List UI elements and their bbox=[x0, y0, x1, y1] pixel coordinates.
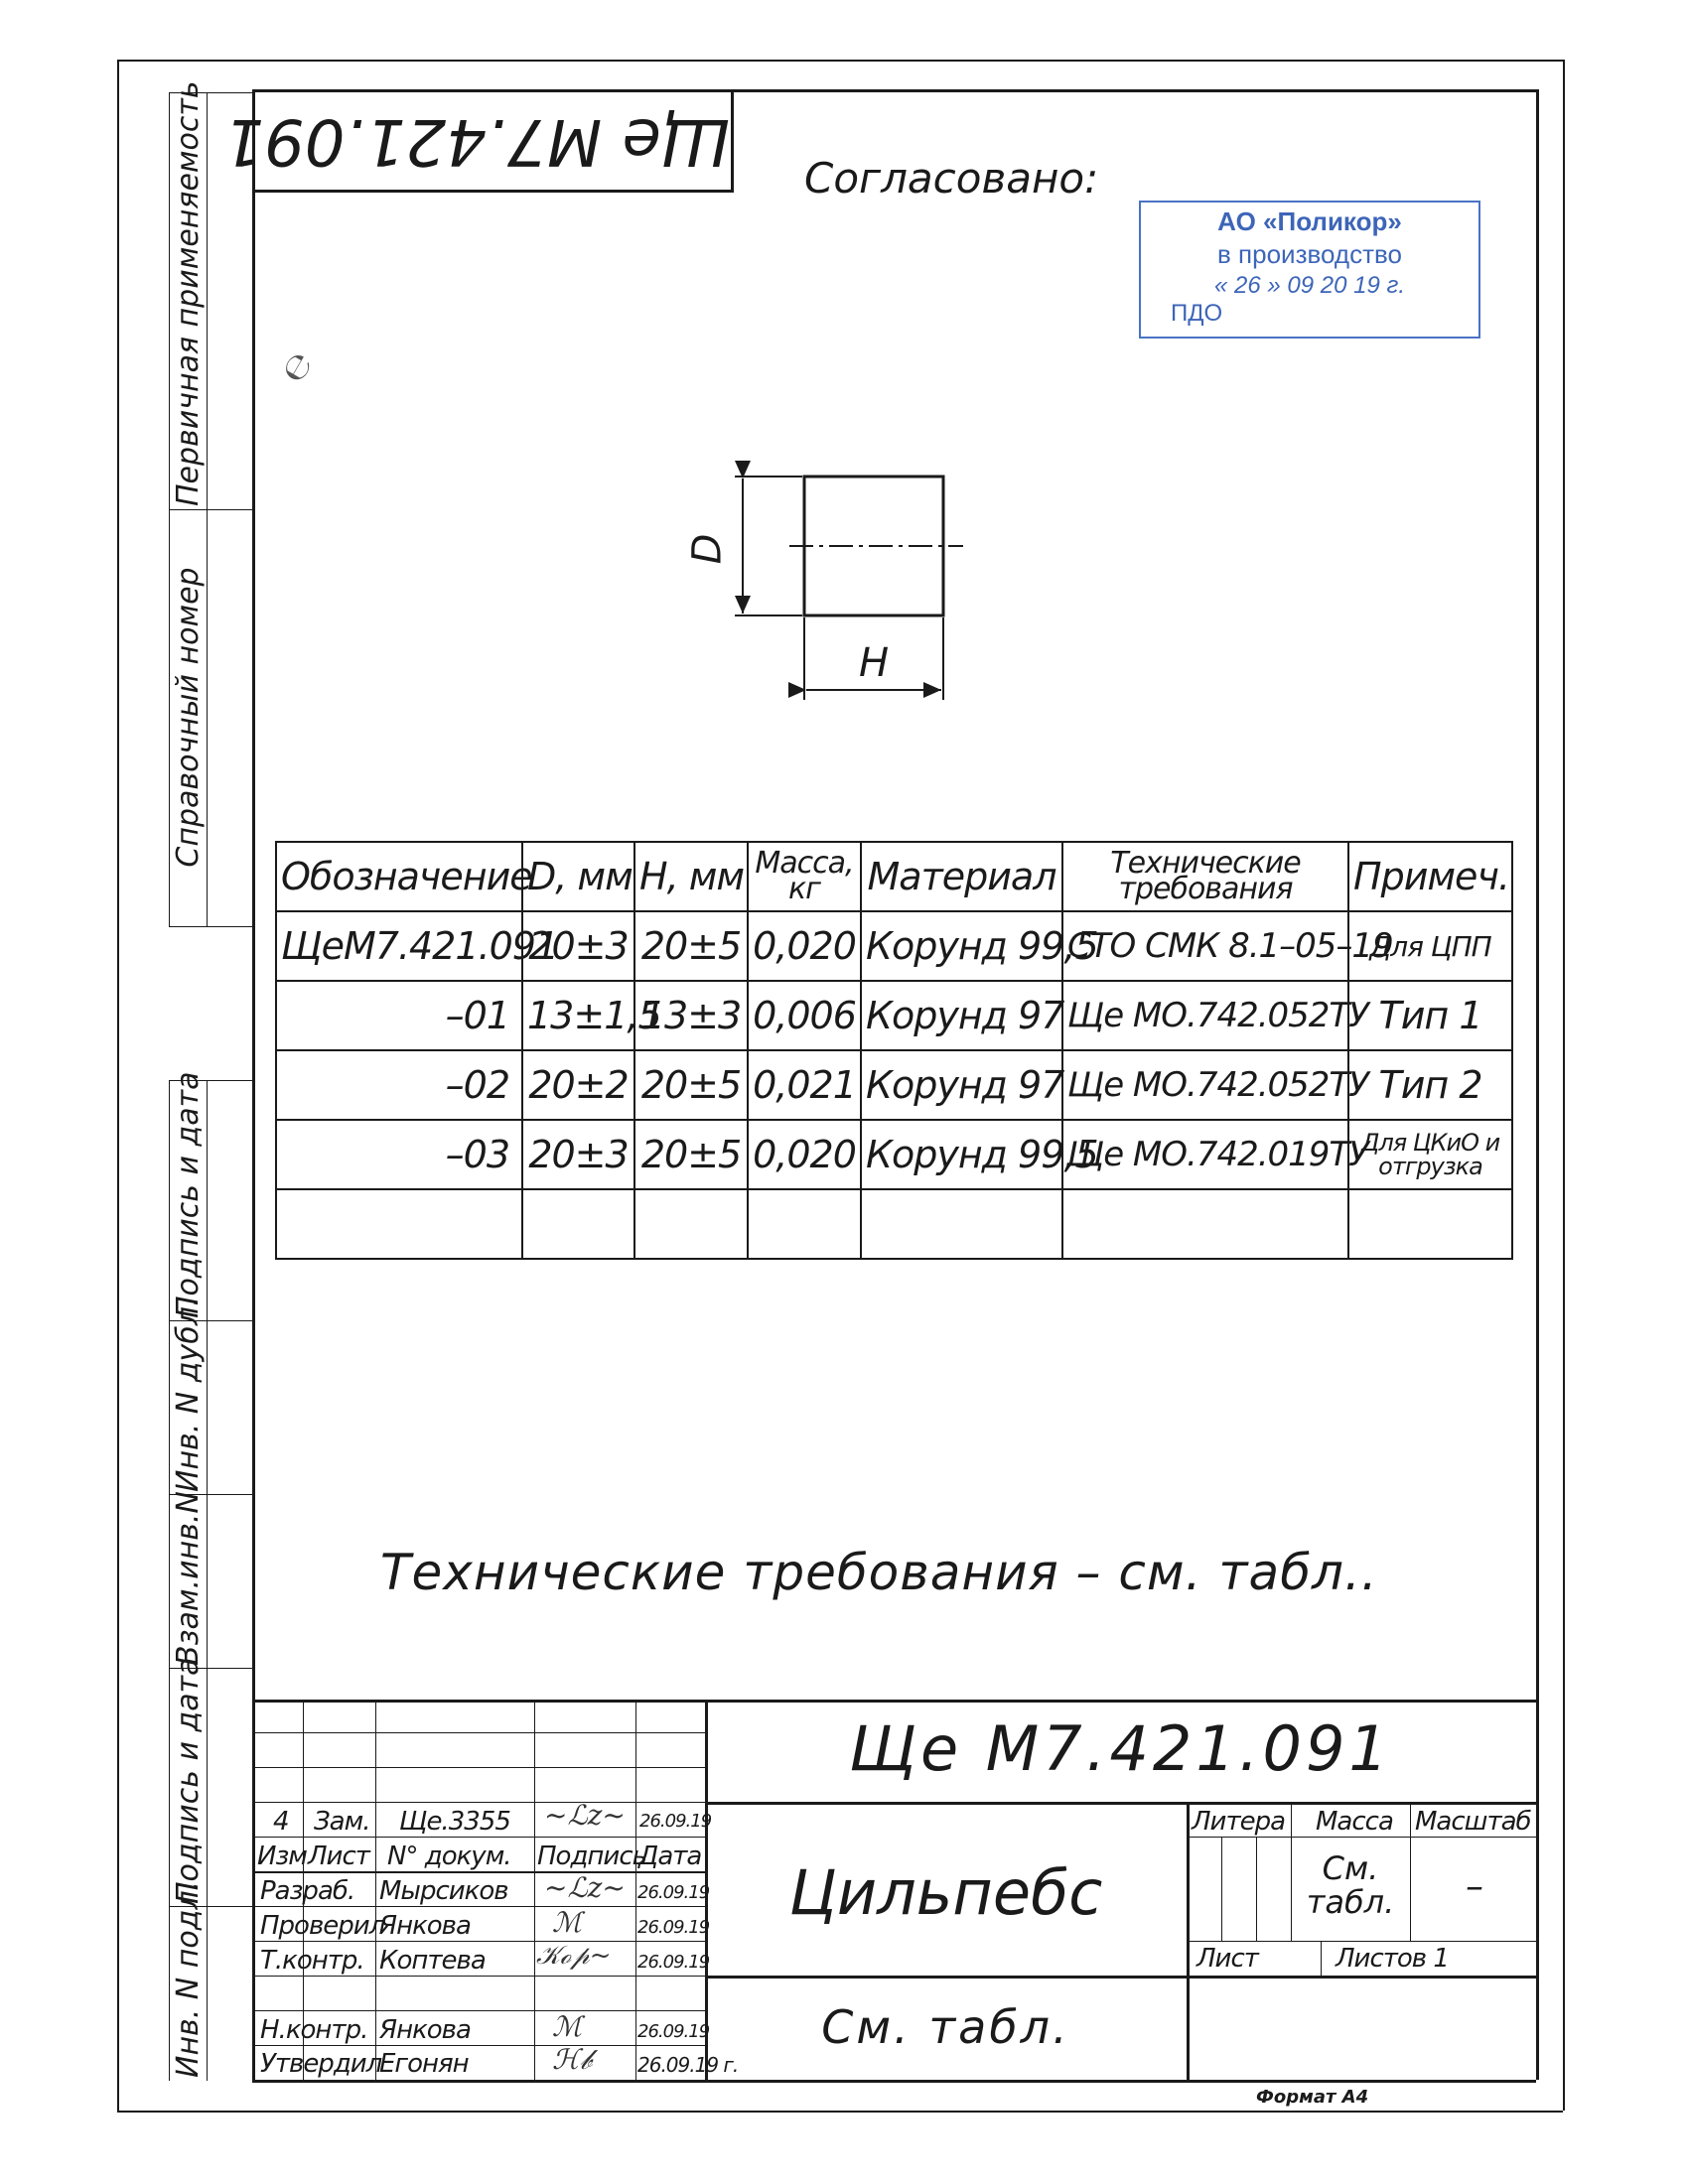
role-signature: ℳ bbox=[552, 1906, 582, 1939]
cell-note: Для ЦПП bbox=[1348, 911, 1512, 981]
tb-sheet-top bbox=[1187, 1941, 1536, 1942]
header-mass: Масса, кг bbox=[748, 842, 861, 911]
sheet-label: Лист bbox=[1196, 1944, 1258, 1974]
cell-material: Корунд 97 bbox=[861, 1050, 1062, 1120]
role-date: 26.09.19 bbox=[637, 1917, 710, 1938]
cell-mass: 0,020 bbox=[748, 1120, 861, 1189]
role-label: Проверил bbox=[260, 1911, 385, 1941]
cell-empty bbox=[1348, 1189, 1512, 1259]
cell-h: 20±5 bbox=[634, 1050, 748, 1120]
header-h: H, мм bbox=[634, 842, 748, 911]
inner-border-right bbox=[1536, 89, 1539, 2080]
table-row bbox=[276, 1189, 1512, 1259]
pencil-mark-icon: ℮ bbox=[272, 344, 323, 390]
header-tech-req: Технические требования bbox=[1062, 842, 1348, 911]
cell-designation: ЩеМ7.421.091 bbox=[276, 911, 522, 981]
outer-border-left bbox=[117, 60, 119, 2111]
approved-label: Согласовано: bbox=[804, 154, 1099, 203]
scale-value: – bbox=[1466, 1866, 1483, 1907]
cell-tech-req: Ще МО.742.019ТУ bbox=[1062, 1120, 1348, 1189]
tb-top-border bbox=[254, 1700, 1536, 1703]
role-date: 26.09.19 bbox=[637, 1952, 710, 1973]
role-label: Н.контр. bbox=[260, 2015, 368, 2045]
role-name: Коптева bbox=[379, 1946, 486, 1976]
table-row bbox=[276, 1050, 1512, 1120]
spec-header-row bbox=[276, 842, 1512, 911]
cell-tech-req: СТО СМК 8.1–05–19 bbox=[1062, 911, 1348, 981]
cell-h: 20±5 bbox=[634, 1120, 748, 1189]
cell-mass: 0,021 bbox=[748, 1050, 861, 1120]
cell-material: Корунд 99,5 bbox=[861, 1120, 1062, 1189]
cell-tech-req: Ще МО.742.052ТУ bbox=[1062, 1050, 1348, 1120]
col-list: Лист bbox=[308, 1842, 369, 1871]
tb-h4 bbox=[254, 1871, 705, 1873]
cell-d: 20±3 bbox=[522, 911, 634, 981]
tb-h8 bbox=[254, 2010, 705, 2011]
tb-v4 bbox=[635, 1700, 636, 2080]
col-izm: Изм bbox=[257, 1842, 307, 1871]
outer-border-top bbox=[117, 60, 1563, 62]
tb-h5 bbox=[254, 1906, 705, 1907]
part-drawing bbox=[675, 457, 973, 725]
tb-h3 bbox=[254, 1837, 705, 1838]
tb-h9 bbox=[254, 2045, 705, 2046]
cell-d: 13±1,5 bbox=[522, 981, 634, 1050]
tb-litera-header-bottom bbox=[1187, 1837, 1536, 1838]
side-label-sign-date-2: Подпись и дата bbox=[171, 1657, 206, 1904]
cell-tech-req: Ще МО.742.052ТУ bbox=[1062, 981, 1348, 1050]
tb-material: См. табл. bbox=[821, 2000, 1070, 2054]
table-row bbox=[276, 1120, 1512, 1189]
role-name: Мырсиков bbox=[379, 1876, 508, 1906]
tech-note: Технические требования – см. табл.. bbox=[380, 1544, 1378, 1601]
header-material: Материал bbox=[861, 842, 1062, 911]
cell-designation: –01 bbox=[276, 981, 522, 1050]
cell-d: 20±3 bbox=[522, 1120, 634, 1189]
cell-mass: 0,006 bbox=[748, 981, 861, 1050]
side-label-repl-inv: Взам.инв.N bbox=[171, 1491, 206, 1666]
spec-table bbox=[275, 841, 1513, 1260]
role-date: 26.09.19 г. bbox=[637, 2053, 739, 2077]
tb-designation: Ще М7.421.091 bbox=[849, 1712, 1392, 1785]
role-signature: ℳ bbox=[552, 2010, 582, 2043]
outer-border-bottom bbox=[117, 2111, 1563, 2113]
header-note: Примеч. bbox=[1348, 842, 1512, 911]
tb-sheet-divider bbox=[1321, 1941, 1322, 1976]
tb-litera-right bbox=[1291, 1802, 1292, 1941]
side-label-inv-dup: Инв. N дубл. bbox=[171, 1297, 206, 1492]
cell-empty bbox=[748, 1189, 861, 1259]
litera-label: Литера bbox=[1192, 1807, 1286, 1837]
tb-h7 bbox=[254, 1976, 705, 1977]
tb-litera-sub2 bbox=[1256, 1837, 1257, 1941]
side-top-bottom bbox=[169, 926, 252, 927]
tb-designation-bottom bbox=[705, 1802, 1536, 1805]
cell-mass: 0,020 bbox=[748, 911, 861, 981]
cell-empty bbox=[634, 1189, 748, 1259]
change-num: 4 bbox=[273, 1807, 289, 1837]
role-label: Утвердил bbox=[260, 2049, 382, 2079]
cell-material: Корунд 97 bbox=[861, 981, 1062, 1050]
inner-border-left bbox=[252, 89, 255, 2080]
cell-material: Корунд 99,5 bbox=[861, 911, 1062, 981]
tb-h1 bbox=[254, 1767, 705, 1768]
header-d: D, мм bbox=[522, 842, 634, 911]
col-sign: Подпись bbox=[537, 1842, 646, 1871]
tb-h6 bbox=[254, 1941, 705, 1942]
side-label-ref-number: Справочный номер bbox=[171, 567, 206, 868]
tb-v3 bbox=[534, 1700, 535, 2080]
role-date: 26.09.19 bbox=[637, 1882, 710, 1903]
tb-h0 bbox=[254, 1732, 705, 1733]
cell-designation: –02 bbox=[276, 1050, 522, 1120]
mirrored-designation: Ще М7.421.091 bbox=[223, 104, 731, 178]
dim-h-label: H bbox=[859, 640, 890, 686]
side-col-bot-left bbox=[169, 1080, 170, 2081]
tb-part-name: Цильпебс bbox=[788, 1856, 1103, 1929]
production-stamp bbox=[1139, 201, 1480, 339]
change-type: Зам. bbox=[314, 1807, 370, 1837]
change-doc: Ще.3355 bbox=[399, 1807, 510, 1837]
cell-empty bbox=[276, 1189, 522, 1259]
col-doc: N° докум. bbox=[387, 1842, 511, 1871]
cell-note: Для ЦКиО и отгрузка bbox=[1348, 1120, 1512, 1189]
outer-border-right bbox=[1563, 60, 1565, 2111]
stamp-org: АО «Поликор» bbox=[1217, 206, 1402, 236]
table-row bbox=[276, 981, 1512, 1050]
inner-border-bottom bbox=[252, 2080, 1536, 2083]
role-label: Разраб. bbox=[260, 1876, 355, 1906]
role-signature: 𝒦ℴ𝓅~ bbox=[536, 1941, 612, 1971]
cell-empty bbox=[861, 1189, 1062, 1259]
scale-label: Масштаб bbox=[1415, 1807, 1531, 1837]
cell-note: Тип 1 bbox=[1348, 981, 1512, 1050]
cell-h: 20±5 bbox=[634, 911, 748, 981]
cell-designation: –03 bbox=[276, 1120, 522, 1189]
side-label-sign-date-1: Подпись и дата bbox=[171, 1071, 206, 1318]
tb-name-bottom bbox=[705, 1976, 1536, 1979]
side-label-primary-use: Первичная применяемость bbox=[171, 80, 206, 506]
sheets-label: Листов 1 bbox=[1336, 1944, 1449, 1974]
cell-empty bbox=[1062, 1189, 1348, 1259]
role-name: Янкова bbox=[379, 2015, 471, 2045]
format-label: Формат А4 bbox=[1256, 2087, 1369, 2108]
cell-empty bbox=[522, 1189, 634, 1259]
role-signature: ~ℒz~ bbox=[544, 1871, 626, 1904]
tb-v2 bbox=[375, 1700, 376, 2080]
change-signature: ~ℒz~ bbox=[544, 1799, 626, 1832]
role-name: Егонян bbox=[379, 2049, 469, 2079]
mass-value: См. табл. bbox=[1306, 1849, 1395, 1921]
stamp-date: « 26 » 09 20 19 г. bbox=[1214, 272, 1405, 299]
cell-note: Тип 2 bbox=[1348, 1050, 1512, 1120]
role-signature: ℋ𝒷 bbox=[552, 2043, 592, 2076]
side-mid-divider bbox=[169, 509, 252, 510]
table-row bbox=[276, 911, 1512, 981]
header-designation: Обозначение bbox=[276, 842, 522, 911]
side-label-inv-orig: Инв. N подл. bbox=[171, 1880, 206, 2078]
change-date: 26.09.19 bbox=[639, 1811, 712, 1832]
tb-h2 bbox=[254, 1802, 705, 1803]
role-name: Янкова bbox=[379, 1911, 471, 1941]
role-label: Т.контр. bbox=[260, 1946, 364, 1976]
cell-d: 20±2 bbox=[522, 1050, 634, 1120]
tb-mass-right bbox=[1410, 1802, 1411, 1941]
side-col-bot-mid bbox=[207, 1080, 208, 2081]
dim-d-label: D bbox=[684, 533, 731, 565]
role-date: 26.09.19 bbox=[637, 2021, 710, 2042]
col-date: Дата bbox=[638, 1842, 702, 1871]
stamp-dept: ПДО bbox=[1171, 300, 1223, 327]
stamp-status: в производство bbox=[1217, 239, 1402, 269]
tb-litera-sub1 bbox=[1221, 1837, 1222, 1941]
mass-label: Масса bbox=[1316, 1807, 1393, 1837]
cell-h: 13±3 bbox=[634, 981, 748, 1050]
